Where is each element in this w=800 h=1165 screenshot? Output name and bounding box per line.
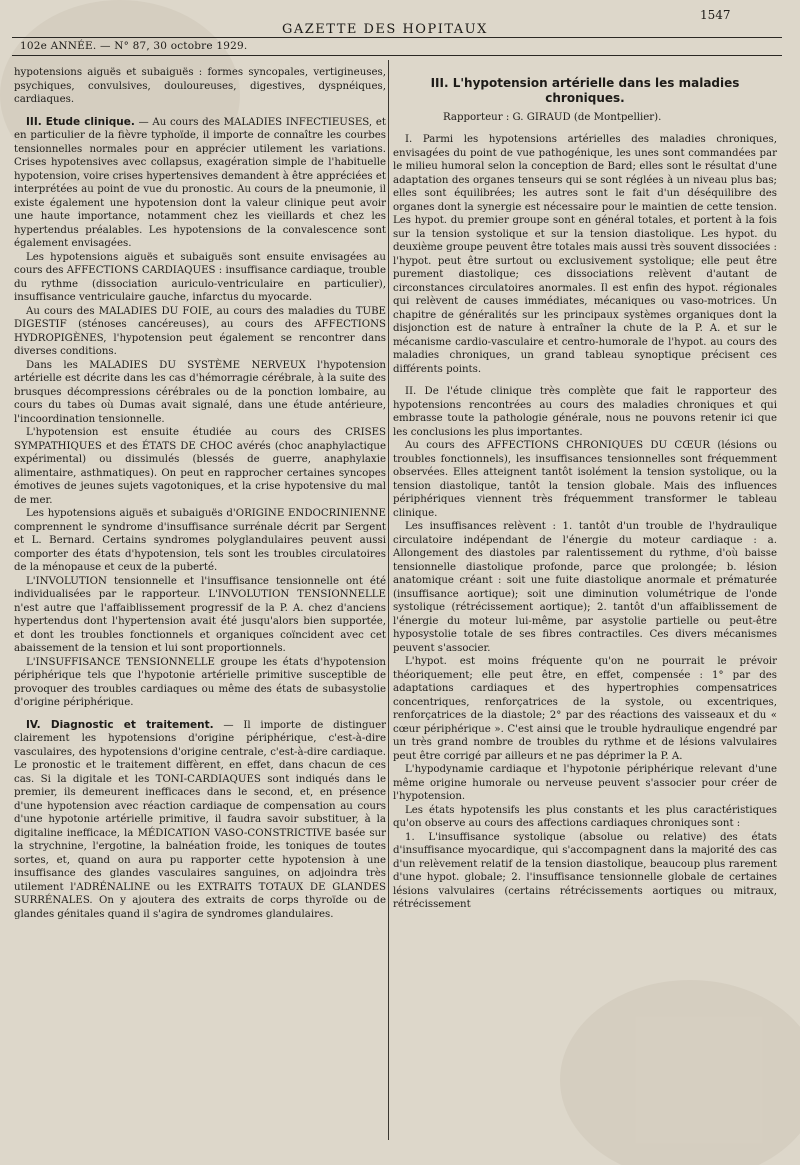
article-title: III. L'hypotension artérielle dans les maladies chroniques. [430, 76, 740, 105]
rapporteur-line: Rapporteur : G. GIRAUD (de Montpellier). [443, 112, 662, 123]
section-iii-paragraph [14, 116, 386, 251]
left-column [14, 66, 386, 921]
paragraph-states: Les états hypotensifs les plus constants et les plus caractéristiques qu'on observe au cours des affections cardiaques chroniques sont : [393, 804, 777, 829]
header-rule-top [12, 37, 782, 38]
column-separator [388, 60, 389, 1140]
intro-paragraph: hypotensions aiguës et subaiguës : formes syncopales, vertigineuses, psychiques, convulsives, douloureuses, digestives, dyspnéiques, cardiaques. [14, 67, 386, 105]
paragraph-i: I. Parmi les hypotensions artérielles des maladies chroniques, envisagées du point de vue pathogénique, les unes sont commandées par le milieu humoral selon la conception de Bard; elles sont le résultat d'une adaptation des organes tenseurs qui se sont réglées à un niveau plus bas; elles sont équilibrées; les autres sont le fait d'un déséquilibre des organes dont la synergie est nécessaire pour le maintien de cette tension. Les hypot. du premier groupe sont en général totales, et portent à la fois sur la tension systolique et sur la tension diastolique. Les hypot. du deuxième groupe peuvent être totales mais aussi très souvent dissociées : l'hypot. peut être surtout ou exclusivement systolique; elle peut être purement diastolique; ces dissociations relèvent d'autant de circonstances circulatoires anormales. Il est enfin des hypot. régionales qui relèvent de causes immédiates, mécaniques ou vaso-motrices. Un chapitre de généralités sur les principaux systèmes organiques dont la disjonction est de nature à entraîner la chute de la P. A. et sur le mécanisme cardio-vasculaire et centro-humorale de l'hypot. au cours des maladies chroniques, un grand tableau synoptique précisent ces différents points. [393, 134, 777, 375]
section-iv-heading: IV. Diagnostic et traitement. [26, 718, 214, 731]
page-number: 1547 [700, 8, 731, 22]
paragraph-hypot-frequency: L'hypot. est moins fréquente qu'on ne pourrait le prévoir théoriquement; elle peut être, en effet, compensée : 1° par des adaptations cardiaques et des hypertrophies compensatrices concentriques, renforçatrices de la systole, ou excentriques, renforçatrices de la diastole; 2° par des réactions des vaisseaux et du « cœur périphérique ». C'est ainsi que le trouble hydraulique engendré par un très grand nombre de troubles du rythme et de lésions valvulaires peut être corrigé par ailleurs et ne pas déprimer la P. A. [393, 656, 777, 762]
paragraph-ii: II. De l'étude clinique très complète que fait le rapporteur des hypotensions rencontrées au cours des maladies chroniques et qui embrasse toute la pathologie générale, nous ne pouvons retenir ici que les conclusions les plus importantes. [393, 386, 777, 438]
header-rule-bottom [12, 55, 782, 56]
section-iii-text: — Au cours des MALADIES INFECTIEUSES, et en particulier de la fièvre typhoïde, il importe de connaître les courbes tensionnelles normales pour en apprécier utilement les variations. Crises hypotensives avec collapsus, exagération simple de l'habituelle hypotension, voire crises hypertensives demandent à être appréciées et interprétées au point de vue du pronostic. Au cours de la pneumonie, il existe également une hypotension dont la valeur clinique peut avoir une haute importance, notamment chez les vieillards et chez les hypertendus préalables. Les hypotensions de la convalescence sont également envisagées. [14, 116, 386, 249]
paragraph-heart-affections: Au cours des AFFECTIONS CHRONIQUES DU CŒUR (lésions ou troubles fonctionnels), les insuffisances tensionnelles sont fréquemment observées. Elles atteignent tantôt isolément la tension systolique, ou la tension diastolique, tantôt la tension globale. Mais des influences périphériques viennent très fréquemment transformer le tableau clinique. [393, 440, 777, 519]
paragraph-nervous: Dans les MALADIES DU SYSTÈME NERVEUX l'hypotension artérielle est décrite dans les cas d'hémorragie cérébrale, à la suite des brusques décompressions cérébrales ou de la ponction lombaire, au cours du tabes où Dumas avait signalé, dans une étude antérieure, l'incoordination tensionnelle. [14, 359, 386, 425]
section-iv-text: — Il importe de distinguer clairement les hypotensions d'origine périphérique, c'est-à-dire vasculaires, des hypotensions d'origine centrale, c'est-à-dire cardiaque. Le pronostic et le traitement diffèrent, en effet, dans chacun de ces cas. Si la digitale et les TONI-CARDIAQUES sont indiqués dans le premier, ils demeurent inefficaces dans le second, et, en présence d'une hypotension avec réaction cardiaque de compensation au cours d'une hypotonie artérielle primitive, il faudra savoir substituer, à la digitaline inefficace, la MÉDICATION VASO-CONSTRICTIVE basée sur la strychnine, l'ergotine, la balnéation froide, les toniques de toutes sortes, et, quand on aura pu rapporter cette hypotension à une insuffisance des glandes vasculaires sanguines, on adjoindra très utilement l'ADRÉNALINE ou les EXTRAITS TOTAUX DE GLANDES SURRÉNALES. On y ajoutera des extraits de corps thyroïde ou de glandes génitales quand il s'agira de syndromes glandulaires. [14, 719, 386, 920]
section-iv-paragraph [14, 719, 386, 922]
paragraph-insufficiencies: Les insuffisances relèvent : 1. tantôt d'un trouble de l'hydraulique circulatoire indépendant de l'énergie du moteur cardiaque : a. Allongement des diastoles par ralentissement du rythme, d'où baisse tensionnelle diastolique profonde, parce que prolongée; b. lésion anatomique créant : soit une fuite diastolique anormale et prématurée (insuffisance aortique); soit une diminution volumétrique de l'onde systolique (rétrécissement aortique); 2. tantôt d'un affaiblissement de l'énergie du moteur lui-même, par asystolie partielle ou peut-être hyposystolie totale de ses fibres contractiles. Ces divers mécanismes peuvent s'associer. [393, 521, 777, 654]
section-iii-heading: III. Etude clinique. [26, 115, 135, 128]
paragraph-cardiac: Les hypotensions aiguës et subaiguës sont ensuite envisagées au cours des AFFECTIONS CARDIAQUES : insuffisance cardiaque, trouble du rythme (dissociation auriculo-ventriculaire en particulier), insuffisance ventriculaire gauche, infarctus du myocarde. [14, 251, 386, 303]
paragraph-hypodynamie: L'hypodynamie cardiaque et l'hypotonie périphérique relevant d'une même origine humorale ou nerveuse peuvent s'associer pour créer de l'hypotension. [393, 764, 777, 802]
paragraph-involution: L'INVOLUTION tensionnelle et l'insuffisance tensionnelle ont été individualisées par le rapporteur. L'INVOLUTION TENSIONNELLE n'est autre que l'affaiblissement progressif de la P. A. chez d'anciens hypertendus dont l'hypertension avait été jusqu'alors bien supportée, et dont les troubles fonctionnels et organiques coïncident avec cet abaissement de la tension et lui sont proportionnels. [14, 575, 386, 654]
journal-title: GAZETTE DES HOPITAUX [282, 22, 488, 37]
paragraph-sympathetic: L'hypotension est ensuite étudiée au cours des CRISES SYMPATHIQUES et des ÉTATS DE CHOC avérés (choc anaphylactique expérimental) ou dissimulés (blessés de guerre, anaphylaxie alimentaire, asthmatiques). On peut en rapprocher certaines syncopes émotives de jeunes sujets vagotoniques, et la crise hypotensive du mal de mer. [14, 427, 386, 506]
right-column [393, 70, 777, 912]
paragraph-systolic-insufficiency: 1. L'insuffisance systolique (absolue ou relative) des états d'insuffisance myocardique, qui s'accompagnent dans la majorité des cas d'un relèvement relatif de la tension diastolique, beaucoup plus rarement d'une hypot. globale; 2. l'insuffisance tensionnelle globale de certaines lésions valvulaires (certains rétrécissements aortiques ou mitraux, rétrécissement [393, 831, 777, 910]
paragraph-liver: Au cours des MALADIES DU FOIE, au cours des maladies du TUBE DIGESTIF (sténoses cancéreuses), au cours des AFFECTIONS HYDROPIGÈNES, l'hypotension peut également se rencontrer dans diverses conditions. [14, 305, 386, 357]
paragraph-endocrine: Les hypotensions aiguës et subaiguës d'ORIGINE ENDOCRINIENNE comprennent le syndrome d'insuffisance surrénale décrit par Sergent et L. Bernard. Certains syndromes polyglandulaires peuvent aussi comporter des états d'hypotension, tels sont les troubles circulatoires de la ménopause et ceux de la puberté. [14, 508, 386, 573]
paragraph-insufficiency: L'INSUFFISANCE TENSIONNELLE groupe les états d'hypotension périphérique tels que l'hypotonie artérielle primitive susceptible de provoquer des troubles cardiaques ou même des états de subasystolie d'origine périphérique. [14, 656, 386, 708]
page-header [0, 0, 800, 56]
issue-line: 102e ANNÉE. — N° 87, 30 octobre 1929. [20, 40, 248, 52]
